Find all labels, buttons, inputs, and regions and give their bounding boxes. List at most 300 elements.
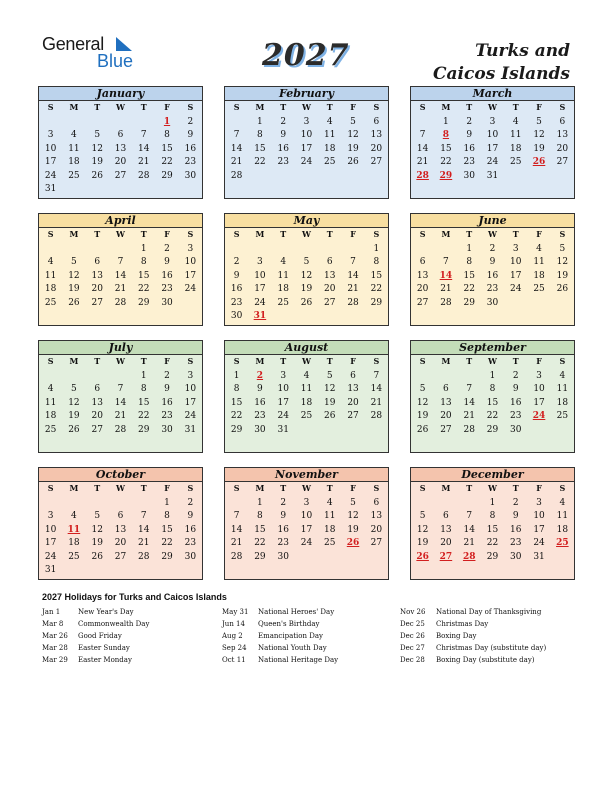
day-cell: 11 [533, 257, 545, 267]
week-row [411, 255, 574, 269]
empty-day-cell [155, 182, 178, 196]
day-cell: 12 [68, 270, 80, 281]
week-row [39, 509, 202, 523]
month-title: November [225, 468, 388, 482]
holiday-date: Aug 2 [222, 632, 243, 640]
weekday-label: W [301, 356, 311, 366]
week-row [225, 536, 388, 550]
day-cell: 13 [440, 397, 452, 408]
week-row [225, 309, 388, 323]
day-cell: 12 [91, 524, 103, 535]
weekday-label: T [512, 356, 519, 366]
day-cell: 20 [440, 538, 452, 548]
day-cell: 24 [44, 551, 57, 562]
day-cell: 5 [71, 384, 77, 394]
day-cell: 9 [233, 270, 240, 281]
weekday-label: T [326, 229, 333, 239]
empty-day-cell [86, 369, 109, 383]
day-cell: 5 [350, 116, 356, 127]
day-cell: 26 [91, 551, 103, 562]
day-cell: 6 [94, 257, 101, 267]
week-row [225, 115, 388, 129]
week-row [39, 523, 202, 537]
day-cell: 22 [486, 411, 499, 421]
day-cell: 13 [370, 511, 383, 521]
weekday-label: F [536, 483, 542, 493]
day-cell: 27 [347, 411, 359, 421]
day-cell: 11 [556, 511, 569, 521]
week-row [411, 496, 574, 510]
day-cell: 23 [510, 538, 522, 548]
weekday-label: S [47, 356, 54, 366]
day-cell: 23 [230, 297, 243, 308]
day-cell: 25 [300, 411, 313, 421]
day-cell: 16 [277, 143, 289, 154]
day-cell: 24 [533, 538, 545, 548]
empty-day-cell [109, 242, 132, 256]
empty-day-cell [132, 496, 155, 510]
weekday-label: W [115, 483, 125, 493]
day-cell: 23 [463, 157, 475, 167]
day-cell: 9 [187, 511, 194, 521]
day-cell: 13 [556, 130, 569, 140]
holiday-date: Sep 24 [222, 644, 247, 652]
empty-day-cell [132, 182, 155, 196]
week-row [39, 169, 202, 183]
day-cell: 23 [510, 411, 522, 421]
holiday-entry [400, 642, 546, 654]
empty-day-cell [295, 423, 318, 437]
day-cell: 12 [556, 257, 569, 267]
holiday-date: Mar 26 [42, 632, 68, 640]
day-cell: 4 [536, 243, 542, 254]
week-row [225, 255, 388, 269]
day-cell: 19 [68, 411, 80, 421]
day-cell: 26 [324, 411, 336, 421]
day-cell: 1 [373, 243, 380, 254]
day-cell: 10 [486, 130, 499, 140]
empty-day-cell [62, 182, 85, 196]
day-cell: 22 [254, 538, 266, 548]
empty-day-cell [39, 369, 62, 383]
week-row [225, 550, 388, 564]
empty-day-cell [411, 115, 434, 129]
empty-day-cell [527, 296, 550, 310]
day-cell: 4 [559, 370, 566, 381]
day-cell: 18 [44, 284, 57, 294]
day-cell: 29 [486, 424, 499, 435]
week-row [39, 255, 202, 269]
day-cell: 21 [416, 157, 429, 167]
day-cell: 28 [114, 424, 127, 435]
weekday-header [39, 101, 202, 115]
day-cell: 16 [510, 524, 522, 535]
day-cell: 15 [463, 270, 475, 281]
day-cell: 10 [184, 384, 197, 394]
week-row [411, 369, 574, 383]
day-cell: 22 [138, 284, 150, 294]
day-cell: 13 [324, 270, 336, 281]
empty-day-cell [295, 550, 318, 564]
month-title: October [39, 468, 202, 482]
day-cell: 7 [466, 511, 473, 521]
day-cell: 9 [280, 130, 287, 140]
day-cell: 30 [254, 424, 266, 435]
day-cell: 24 [300, 157, 313, 167]
holiday-name: National Day of Thanksgiving [436, 608, 542, 616]
day-cell: 23 [254, 411, 266, 421]
day-cell: 12 [416, 524, 429, 535]
empty-day-cell [365, 309, 388, 323]
holiday-date: Mar 8 [42, 620, 64, 628]
empty-day-cell [318, 309, 341, 323]
day-cell: 15 [161, 143, 173, 154]
day-cell: 27 [91, 297, 103, 308]
empty-day-cell [179, 182, 202, 196]
day-cell: 29 [463, 297, 475, 308]
week-row [39, 296, 202, 310]
week-row [225, 282, 388, 296]
week-row [39, 536, 202, 550]
day-cell: 1 [257, 497, 263, 508]
day-cell: 8 [140, 384, 147, 394]
day-cell: 6 [117, 511, 124, 521]
weekday-label: S [559, 483, 566, 493]
week-row [39, 128, 202, 142]
day-cell: 22 [486, 538, 499, 548]
day-cell: 19 [91, 538, 103, 548]
day-cell: 18 [510, 143, 522, 154]
day-cell: 24 [510, 284, 522, 294]
day-cell: 24 [184, 284, 197, 294]
weekday-label: F [164, 102, 170, 112]
day-cell: 29 [370, 297, 383, 308]
weekday-label: S [47, 102, 54, 112]
weekday-label: T [94, 102, 101, 112]
day-cell: 10 [184, 257, 197, 267]
holiday-name: Easter Sunday [78, 644, 130, 652]
holiday-day-cell: 25 [556, 538, 569, 548]
month-title: January [39, 87, 202, 101]
day-cell: 3 [280, 370, 287, 381]
day-cell: 29 [138, 297, 150, 308]
day-cell: 5 [94, 511, 101, 521]
day-cell: 9 [512, 511, 519, 521]
day-cell: 17 [510, 270, 522, 281]
day-cell: 21 [347, 284, 359, 294]
day-cell: 24 [486, 157, 499, 167]
day-cell: 9 [280, 511, 287, 521]
weekday-label: S [187, 229, 194, 239]
weekday-label: S [233, 483, 240, 493]
week-row [39, 396, 202, 410]
empty-day-cell [109, 563, 132, 577]
day-cell: 7 [117, 257, 124, 267]
empty-day-cell [527, 423, 550, 437]
holiday-entry [222, 654, 338, 666]
weekday-label: M [441, 229, 451, 239]
day-cell: 15 [138, 270, 150, 281]
week-row [411, 423, 574, 437]
day-cell: 2 [164, 243, 170, 254]
holiday-day-cell: 31 [253, 311, 267, 321]
day-cell: 21 [440, 284, 452, 294]
day-cell: 2 [233, 257, 240, 267]
day-cell: 4 [71, 130, 77, 140]
weekday-label: T [466, 483, 473, 493]
day-cell: 7 [140, 130, 147, 140]
day-cell: 9 [187, 130, 194, 140]
day-cell: 7 [419, 130, 426, 140]
weekday-label: F [164, 356, 170, 366]
day-cell: 1 [140, 370, 147, 381]
day-cell: 17 [300, 143, 313, 154]
day-cell: 3 [489, 116, 496, 127]
day-cell: 16 [184, 524, 197, 535]
day-cell: 3 [303, 497, 310, 508]
week-row [39, 182, 202, 196]
empty-day-cell [341, 423, 364, 437]
day-cell: 9 [466, 130, 473, 140]
day-cell: 19 [324, 397, 336, 408]
day-cell: 14 [138, 524, 150, 535]
empty-day-cell [109, 369, 132, 383]
weekday-label: S [233, 229, 240, 239]
day-cell: 30 [184, 551, 197, 562]
day-cell: 14 [114, 397, 127, 408]
empty-day-cell [39, 242, 62, 256]
weekday-label: W [487, 102, 497, 112]
day-cell: 25 [44, 297, 57, 308]
holiday-name: Commonwealth Day [78, 620, 150, 628]
day-cell: 7 [373, 370, 380, 381]
day-cell: 10 [44, 524, 57, 535]
day-cell: 30 [510, 551, 522, 562]
holiday-date: Oct 11 [222, 656, 246, 664]
day-cell: 11 [300, 384, 313, 394]
weekday-label: S [233, 356, 240, 366]
day-cell: 25 [324, 157, 336, 167]
day-cell: 11 [44, 270, 57, 281]
day-cell: 13 [91, 397, 103, 408]
day-cell: 5 [326, 370, 333, 381]
day-cell: 22 [440, 157, 452, 167]
empty-day-cell [434, 242, 457, 256]
day-cell: 10 [510, 257, 522, 267]
day-cell: 19 [556, 270, 569, 281]
day-cell: 7 [466, 384, 473, 394]
weekday-label: M [255, 356, 265, 366]
day-cell: 4 [326, 497, 333, 508]
day-cell: 27 [556, 157, 569, 167]
week-row [411, 155, 574, 169]
weekday-label: M [255, 229, 265, 239]
day-cell: 5 [94, 130, 101, 140]
day-cell: 24 [44, 170, 57, 181]
day-cell: 5 [350, 497, 356, 508]
holiday-day-cell: 2 [256, 370, 264, 381]
day-cell: 4 [71, 511, 77, 521]
weekday-label: T [326, 356, 333, 366]
week-row [411, 282, 574, 296]
week-row [411, 169, 574, 183]
day-cell: 30 [161, 424, 173, 435]
weekday-label: T [140, 229, 147, 239]
holiday-entry [400, 654, 546, 666]
day-cell: 11 [324, 511, 336, 521]
day-cell: 28 [440, 297, 452, 308]
day-cell: 14 [370, 384, 383, 394]
day-cell: 21 [114, 411, 127, 421]
holiday-entry [400, 606, 546, 618]
day-cell: 23 [277, 538, 289, 548]
day-cell: 26 [91, 170, 103, 181]
weekday-label: T [280, 229, 287, 239]
day-cell: 6 [443, 511, 449, 521]
day-cell: 17 [184, 270, 197, 281]
day-cell: 11 [68, 143, 80, 154]
empty-day-cell [86, 563, 109, 577]
empty-day-cell [225, 115, 248, 129]
empty-day-cell [551, 296, 574, 310]
day-cell: 26 [300, 297, 313, 308]
day-cell: 2 [280, 497, 287, 508]
month-march [410, 86, 575, 199]
day-cell: 5 [559, 243, 566, 254]
day-cell: 22 [370, 284, 383, 294]
day-cell: 19 [533, 143, 545, 154]
empty-day-cell [272, 309, 295, 323]
holiday-entry [42, 642, 149, 654]
week-row [411, 382, 574, 396]
day-cell: 10 [300, 130, 313, 140]
month-october [38, 467, 203, 580]
day-cell: 2 [512, 497, 519, 508]
day-cell: 30 [277, 551, 289, 562]
weekday-label: F [536, 102, 542, 112]
empty-day-cell [86, 182, 109, 196]
day-cell: 9 [512, 384, 519, 394]
day-cell: 5 [536, 116, 542, 127]
day-cell: 17 [184, 397, 197, 408]
holiday-date: Dec 26 [400, 632, 425, 640]
day-cell: 2 [489, 243, 496, 254]
day-cell: 9 [164, 384, 170, 394]
holiday-date: Mar 28 [42, 644, 68, 652]
empty-day-cell [62, 115, 85, 129]
day-cell: 8 [489, 511, 496, 521]
week-row [39, 563, 202, 577]
day-cell: 3 [187, 243, 194, 254]
empty-day-cell [318, 242, 341, 256]
holiday-name: Queen's Birthday [258, 620, 320, 628]
day-cell: 30 [510, 424, 522, 435]
day-cell: 6 [373, 497, 380, 508]
month-july [38, 340, 203, 453]
weekday-header [225, 355, 388, 369]
weekday-label: T [466, 229, 473, 239]
day-cell: 27 [370, 538, 383, 548]
day-cell: 10 [44, 143, 57, 154]
weekday-label: F [536, 356, 542, 366]
day-cell: 31 [44, 184, 57, 194]
day-cell: 29 [161, 551, 173, 562]
holiday-name: Christmas Day (substitute day) [436, 644, 547, 652]
day-cell: 15 [254, 524, 266, 535]
day-cell: 10 [533, 511, 545, 521]
day-cell: 5 [303, 257, 310, 267]
country-line-1: Turks and [475, 41, 570, 61]
empty-day-cell [434, 496, 457, 510]
day-cell: 16 [463, 143, 475, 154]
weekday-label: W [301, 483, 311, 493]
day-cell: 3 [536, 370, 542, 381]
month-may [224, 213, 389, 326]
day-cell: 3 [187, 370, 194, 381]
weekday-label: T [280, 483, 287, 493]
day-cell: 29 [230, 424, 243, 435]
week-row [411, 269, 574, 283]
day-cell: 17 [44, 157, 57, 167]
weekday-label: F [536, 229, 542, 239]
month-title: September [411, 341, 574, 355]
day-cell: 13 [114, 143, 127, 154]
day-cell: 16 [277, 524, 289, 535]
day-cell: 16 [161, 397, 173, 408]
day-cell: 7 [140, 511, 147, 521]
empty-day-cell [411, 242, 434, 256]
day-cell: 13 [91, 270, 103, 281]
day-cell: 29 [161, 170, 173, 181]
week-row [225, 423, 388, 437]
day-cell: 20 [416, 284, 429, 294]
day-cell: 12 [68, 397, 80, 408]
day-cell: 25 [68, 551, 80, 562]
day-cell: 11 [44, 397, 57, 408]
day-cell: 14 [230, 143, 243, 154]
day-cell: 25 [277, 297, 289, 308]
weekday-header [411, 228, 574, 242]
country-line-2: Caicos Islands [433, 64, 570, 84]
day-cell: 2 [187, 497, 194, 508]
weekday-header [411, 101, 574, 115]
day-cell: 26 [68, 297, 80, 308]
day-cell: 3 [257, 257, 263, 267]
month-august [224, 340, 389, 453]
day-cell: 16 [184, 143, 197, 154]
week-row [411, 296, 574, 310]
day-cell: 5 [71, 257, 77, 267]
weekday-label: S [233, 102, 240, 112]
holiday-date: Mar 29 [42, 656, 68, 664]
holiday-day-cell: 11 [67, 524, 81, 535]
empty-day-cell [551, 423, 574, 437]
weekday-label: W [487, 229, 497, 239]
day-cell: 13 [416, 270, 429, 281]
day-cell: 25 [510, 157, 522, 167]
weekday-label: T [94, 229, 101, 239]
day-cell: 17 [533, 397, 545, 408]
day-cell: 20 [370, 524, 383, 535]
weekday-header [39, 482, 202, 496]
day-cell: 3 [47, 511, 54, 521]
weekday-header [225, 228, 388, 242]
year-title: 2027 [262, 38, 350, 73]
day-cell: 10 [254, 270, 266, 281]
empty-day-cell [155, 563, 178, 577]
day-cell: 21 [114, 284, 127, 294]
weekday-label: T [326, 483, 333, 493]
